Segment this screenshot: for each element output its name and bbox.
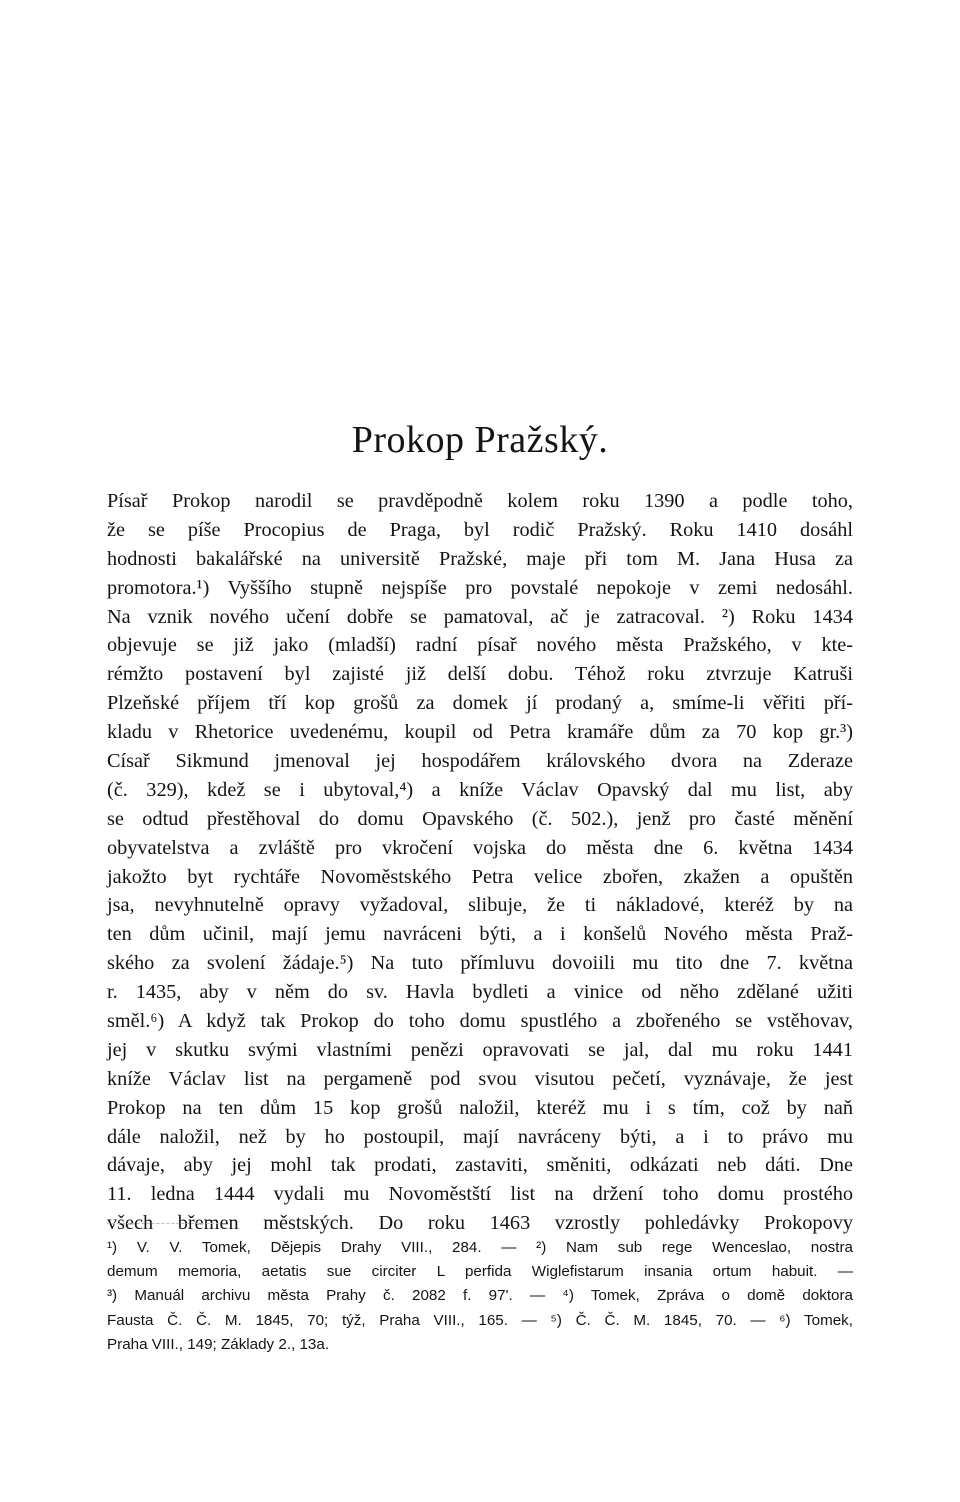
body-line: Plzeňské příjem tří kop grošů za domek jí prodaný a, smíme-li věřiti pří- (107, 692, 853, 715)
body-line: Písař Prokop narodil se pravděpodně kolem roku 1390 a podle toho, (107, 490, 853, 512)
body-line: dále naložil, než by ho postoupil, mají navráceny býti, a i to právo mu (107, 1125, 853, 1148)
body-line: se odtud přestěhoval do domu Opavského (č. 502.), jenž pro časté měnění (107, 807, 853, 830)
page-title: Prokop Pražský. (351, 419, 609, 461)
body-line: jakožto byt rychtáře Novoměstského Petra velice zbořen, zkažen a opuštěn (107, 865, 853, 888)
body-line: kladu v Rhetorice uvedenému, koupil od Petra kramáře dům za 70 kop gr.³) (107, 721, 853, 744)
body-line: Na vznik nového učení dobře se pamatoval, ač je zatracoval. ²) Roku 1434 (107, 605, 853, 628)
footnote-line: Praha VIII., 149; Základy 2., 13a. (107, 1335, 330, 1353)
body-line: r. 1435, aby v něm do sv. Havla bydleti a vinice od něho zdělané užiti (107, 981, 853, 1004)
body-line: objevuje se již jako (mladší) radní písař nového města Pražského, v kte- (107, 634, 853, 657)
footnote-line: ¹) V. V. Tomek, Dějepis Drahy VIII., 284. — ²) Nam sub rege Wenceslao, nostra (107, 1239, 853, 1256)
body-line: 11. ledna 1444 vydali mu Novoměstští list na držení toho domu prostého (107, 1183, 853, 1206)
body-line: ten dům učinil, mají jemu navráceni býti, a i konšelů Nového města Praž- (107, 923, 853, 946)
body-line: Prokop na ten dům 15 kop grošů naložil, kteréž mu i s tím, což by naň (107, 1096, 853, 1119)
body-line: promotora.¹) Vyššího stupně nejspíše pro povstalé nepokoje v zemi nedosáhl. (107, 576, 853, 599)
body-line: směl.⁶) A když tak Prokop do toho domu spustlého a zbořeného se vstěhovav, (107, 1010, 853, 1033)
body-line: ského za svolení žádaje.⁵) Na tuto přímluvu dovoiili mu tito dne 7. května (107, 952, 853, 975)
body-line: hodnosti bakalářské na universitě Pražské, maje při tom M. Jana Husa za (107, 547, 853, 570)
body-line: obyvatelstva a zvláště pro vkročení vojska do města dne 6. května 1434 (107, 836, 853, 859)
footnote-divider (107, 1223, 219, 1224)
body-line: (č. 329), kdež se i ubytoval,⁴) a kníže Václav Opavský dal mu list, aby (107, 778, 853, 801)
footnote-line: Fausta Č. Č. M. 1845, 70; týž, Praha VIII., 165. — ⁵) Č. Č. M. 1845, 70. — ⁶) Tomek, (107, 1311, 853, 1329)
body-line: dávaje, aby jej mohl tak prodati, zastaviti, směniti, odkázati neb dáti. Dne (107, 1154, 853, 1177)
body-line: všech břemen městských. Do roku 1463 vzrostly pohledávky Prokopovy (107, 1212, 853, 1235)
body-paragraph (107, 487, 853, 1238)
body-line: kníže Václav list na pergameně pod svou visutou pečetí, vyznávaje, že jest (107, 1067, 853, 1090)
body-line: Císař Sikmund jmenoval jej hospodářem královského dvora na Zderaze (107, 750, 853, 773)
footnote-line: demum memoria, aetatis sue circiter L perfida Wiglefistarum insania ortum habuit. — (107, 1263, 853, 1281)
body-line: rémžto postavení byl zajisté již delší dobu. Téhož roku ztvrzuje Katruši (107, 663, 853, 686)
body-line: jej v skutku svými vlastními penězi opravovati se jal, dal mu roku 1441 (107, 1038, 853, 1061)
footnotes (107, 1236, 853, 1357)
body-line: jsa, nevyhnutelně opravy vyžadoval, slibuje, že ti nákladové, kteréž by na (107, 894, 853, 917)
body-line: že se píše Procopius de Praga, byl rodič Pražský. Roku 1410 dosáhl (107, 518, 853, 541)
footnote-line: ³) Manuál archivu města Prahy č. 2082 f. 97'. — ⁴) Tomek, Zpráva o domě doktora (107, 1287, 853, 1305)
